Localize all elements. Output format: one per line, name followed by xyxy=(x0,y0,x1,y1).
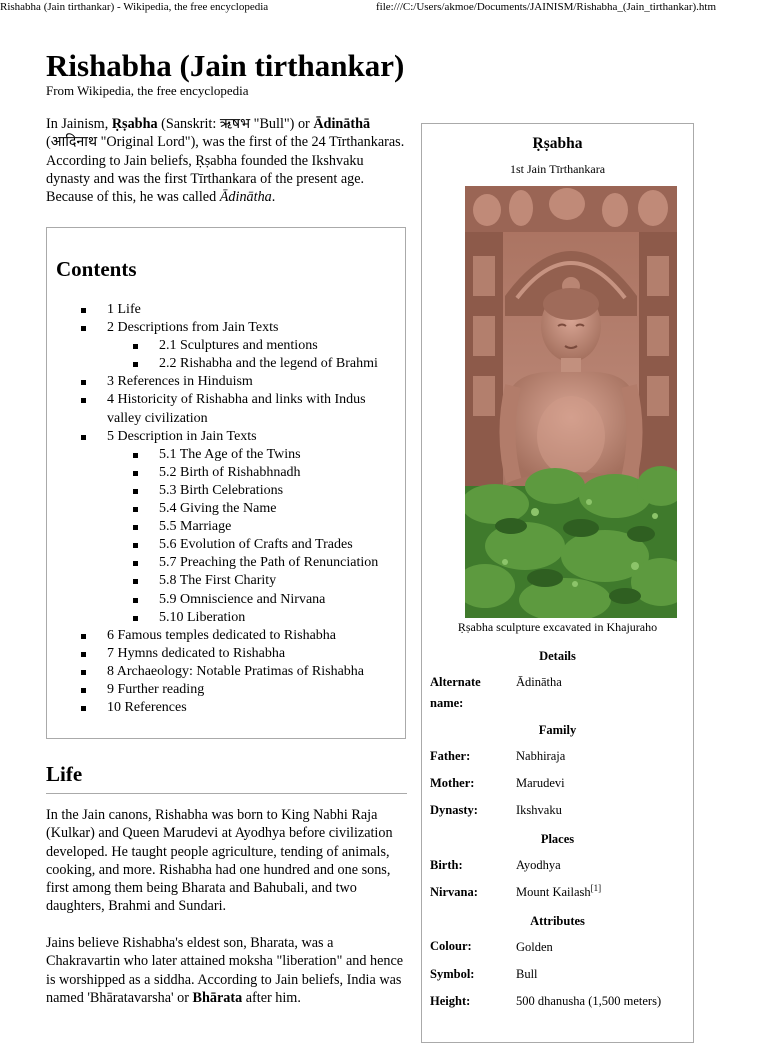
toc-item[interactable] xyxy=(81,627,399,645)
toc-subitem[interactable] xyxy=(133,482,399,500)
alternate-name-label: Alternate name: xyxy=(430,675,481,710)
toc-link[interactable]: 4 Historicity of Rishabha and links with Indus valley civilization xyxy=(107,392,366,426)
toc-subitem[interactable] xyxy=(133,518,399,536)
alternate-name-value: Ādinātha xyxy=(516,675,562,689)
height-value: 500 dhanusha (1,500 meters) xyxy=(516,994,662,1008)
life-paragraph-2 xyxy=(46,934,408,1007)
section-divider xyxy=(46,793,407,794)
print-header xyxy=(0,0,768,14)
toc-sublink[interactable]: 5.3 Birth Celebrations xyxy=(159,482,284,498)
toc-subitem[interactable] xyxy=(133,591,399,609)
toc-item[interactable] xyxy=(81,428,399,627)
father-label: Father: xyxy=(430,749,471,763)
toc-subitem[interactable] xyxy=(133,536,399,554)
nirvana-value-text: Mount Kailash xyxy=(516,885,591,899)
toc-item[interactable] xyxy=(81,373,399,391)
mother-value: Marudevi xyxy=(516,776,565,790)
infobox-heading-places: Places xyxy=(540,832,575,846)
toc-sublink[interactable]: 5.4 Giving the Name xyxy=(159,501,277,517)
toc-sublink[interactable]: 5.2 Birth of Rishabhnadh xyxy=(159,464,301,480)
rishabha-sculpture-image[interactable] xyxy=(465,186,677,618)
intro-paragraph xyxy=(46,115,406,206)
toc-sublink[interactable]: 5.7 Preaching the Path of Renunciation xyxy=(159,555,379,571)
colour-label: Colour: xyxy=(430,939,472,953)
toc-link[interactable]: 1 Life xyxy=(107,302,141,317)
toc-subitem[interactable] xyxy=(133,572,399,590)
toc-sublist xyxy=(107,446,399,627)
toc-link[interactable]: 10 References xyxy=(107,700,187,716)
life-p2-bold-bharata: Bhārata xyxy=(192,989,243,1006)
mother-label: Mother: xyxy=(430,776,475,790)
colour-value: Golden xyxy=(516,940,553,954)
toc-subitem[interactable] xyxy=(133,609,399,627)
table-of-contents xyxy=(46,227,406,739)
intro-italic-adinatha: Ādinātha xyxy=(219,189,272,206)
toc-sublink[interactable]: 5.10 Liberation xyxy=(159,609,246,625)
infobox xyxy=(421,123,694,1043)
father-value: Nabhiraja xyxy=(516,749,566,763)
toc-sublink[interactable]: 5.6 Evolution of Crafts and Trades xyxy=(159,537,353,553)
life-paragraph-1: In the Jain canons, Rishabha was born to King Nabhi Raja (Kulkar) and Queen Marudevi at Ayodhya before civilization developed. He taught people agriculture, tending of animals, cooking, and more. Rishabha had one hundred and one sons, first among them being Bharata and Bahubali, and two daughters, Brahmi and Sundari. xyxy=(46,807,393,915)
toc-link[interactable]: 7 Hymns dedicated to Rishabha xyxy=(107,645,286,661)
toc-subitem[interactable] xyxy=(133,464,399,482)
print-header-url: file:///C:/Users/akmoe/Documents/JAINISM/Rishabha_(Jain_tirthankar).htm xyxy=(376,1,717,13)
intro-text-1: In Jainism, xyxy=(46,116,112,132)
toc-link[interactable]: 3 References in Hinduism xyxy=(107,374,253,390)
symbol-label: Symbol: xyxy=(430,967,475,981)
intro-text-2: (Sanskrit: ऋषभ "Bull") or xyxy=(157,116,314,132)
toc-item[interactable] xyxy=(81,663,399,681)
infobox-heading-details: Details xyxy=(539,649,576,663)
toc-subitem[interactable] xyxy=(133,554,399,572)
birth-label: Birth: xyxy=(430,858,463,872)
image-caption: Ṛṣabha sculpture excavated in Khajuraho xyxy=(457,620,658,634)
infobox-heading-attributes: Attributes xyxy=(530,914,585,928)
print-header-title: Rishabha (Jain tirthankar) - Wikipedia, the free encyclopedia xyxy=(0,1,269,13)
birth-value: Ayodhya xyxy=(516,858,561,872)
intro-text-4: . xyxy=(271,189,276,206)
toc-subitem[interactable] xyxy=(133,337,399,355)
dynasty-value: Ikshvaku xyxy=(516,803,562,817)
toc-list xyxy=(81,301,399,717)
toc-sublink[interactable]: 5.5 Marriage xyxy=(159,519,232,535)
toc-item[interactable] xyxy=(81,699,399,717)
toc-subitem[interactable] xyxy=(133,355,399,373)
intro-bold-adinatha: Ādināthā xyxy=(313,116,371,132)
reference-link-1[interactable]: [1] xyxy=(590,882,602,893)
toc-item[interactable] xyxy=(81,391,399,427)
section-heading-life: Life xyxy=(46,762,83,786)
toc-sublist xyxy=(107,337,399,373)
toc-link[interactable]: 8 Archaeology: Notable Pratimas of Rishabha xyxy=(107,663,364,679)
life-p2-text-c: after him. xyxy=(242,989,301,1006)
toc-link[interactable]: 6 Famous temples dedicated to Rishabha xyxy=(107,627,337,643)
toc-sublink[interactable]: 2.1 Sculptures and mentions xyxy=(159,338,318,354)
infobox-subtitle: 1st Jain Tīrthankara xyxy=(509,162,606,176)
life-p2-text-a: Jains believe Rishabha's eldest son, Bharata, was a Chakravartin who later attained moksha "liberation" and hence is worshipped as a siddha. According to Jain beliefs, India was named 'Bhāratavarsha' or xyxy=(46,935,404,1006)
toc-sublink[interactable]: 5.1 The Age of the Twins xyxy=(159,446,301,462)
page-title: Rishabha (Jain tirthankar) xyxy=(46,48,405,83)
height-label: Height: xyxy=(430,994,471,1008)
toc-sublink[interactable]: 5.8 The First Charity xyxy=(159,573,277,589)
nirvana-value xyxy=(516,884,601,900)
nirvana-label: Nirvana: xyxy=(430,885,478,899)
dynasty-label: Dynasty: xyxy=(430,803,478,817)
toc-sublink[interactable]: 2.2 Rishabha and the legend of Brahmi xyxy=(159,356,378,372)
toc-item[interactable] xyxy=(81,301,399,319)
toc-subitem[interactable] xyxy=(133,446,399,464)
toc-link[interactable]: 9 Further reading xyxy=(107,681,205,697)
toc-link[interactable]: 2 Descriptions from Jain Texts xyxy=(107,320,279,336)
toc-subitem[interactable] xyxy=(133,500,399,518)
toc-sublink[interactable]: 5.9 Omniscience and Nirvana xyxy=(159,591,326,607)
infobox-heading-family: Family xyxy=(538,723,577,737)
toc-item[interactable] xyxy=(81,319,399,373)
infobox-title: Ṛṣabha xyxy=(532,135,583,152)
toc-heading: Contents xyxy=(56,257,137,281)
toc-item[interactable] xyxy=(81,681,399,699)
toc-item[interactable] xyxy=(81,645,399,663)
toc-link[interactable]: 5 Description in Jain Texts xyxy=(107,428,257,444)
intro-text-3: (आदिनाथ "Original Lord"), was the first of the 24 Tīrthankaras. According to Jain beliefs, Ṛṣabha founded the Ikshvaku dynasty and was the first Tīrthankara of the present age. Because of this, he was called xyxy=(46,134,405,206)
page-subtitle: From Wikipedia, the free encyclopedia xyxy=(46,83,249,98)
symbol-value: Bull xyxy=(516,967,538,981)
intro-bold-rsabha: Ṛṣabha xyxy=(111,116,158,132)
